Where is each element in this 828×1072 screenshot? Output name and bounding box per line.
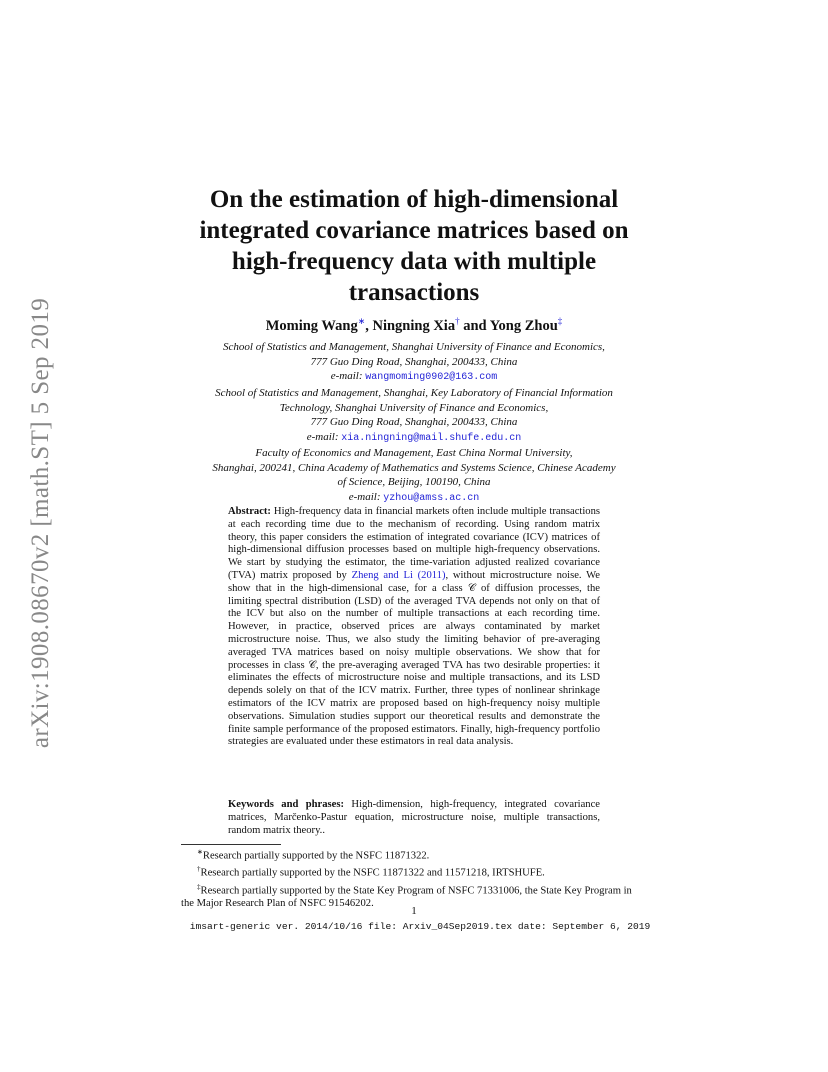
keywords-label: Keywords and phrases:	[228, 799, 345, 810]
email-link[interactable]: wangmoming0902@163.com	[365, 372, 498, 383]
footnote-mark-link[interactable]: ‡	[557, 316, 563, 326]
author-list	[150, 316, 678, 335]
page-number: 1	[411, 905, 417, 917]
author-separator: and	[459, 317, 490, 334]
email-label: e-mail:	[306, 430, 342, 443]
author-name: Ningning Xia	[372, 317, 456, 334]
running-footer: imsart-generic ver. 2014/10/16 file: Arxiv_04Sep2019.tex date: September 6, 2019	[189, 921, 651, 932]
email-link[interactable]: xia.ningning@mail.shufe.edu.cn	[341, 432, 522, 444]
title-line: On the estimation of high-dimensional	[209, 186, 619, 213]
footnote	[181, 846, 647, 863]
affiliation-2	[150, 386, 678, 446]
footnotes	[181, 846, 647, 911]
email-label: e-mail:	[348, 490, 384, 503]
footnote-text: Research partially supported by the NSFC 11871322 and 11571218, IRTSHUFE.	[200, 867, 545, 879]
footnote-mark-link[interactable]: †	[455, 316, 460, 326]
footnote-mark: †	[197, 865, 201, 874]
affiliation-line: Faculty of Economics and Management, East China Normal University,	[255, 447, 573, 459]
title-line: high-frequency data with multiple	[231, 248, 597, 275]
email-link[interactable]: yzhou@amss.ac.cn	[383, 492, 480, 504]
author-name: Moming Wang	[265, 317, 358, 334]
abstract-text: , without microstructure noise. We show that in the high-dimensional case, for a class 𝒞 of diffusion processes, the limiting spectral distribution (LSD) of the averaged TVA depends not only on that of the ICV but also on the number of multiple transactions at each recording time. However, in practice, observed prices are always contaminated by market microstructure noise. Thus, we also study the limiting behavior of pre-averaging averaged TVA matrices based on noisy multiple observations. We show that for processes in class 𝒞, the pre-averaging averaged TVA has two desirable properties: it eliminates the effects of microstructure noise and multiple transactions, and its LSD depends solely on that of the ICV matrix. Further, three types of nonlinear shrinkage estimators of the ICV matrix are proposed based on high-frequency noisy multiple observations. Simulation studies support our theoretical results and demonstrate the finite sample performance of the proposed estimators. Finally, high-frequency portfolio strategies are evaluated under these estimators in real data analysis.	[228, 569, 600, 748]
keywords	[228, 799, 600, 837]
affiliation-line: Shanghai, 200241, China Academy of Mathematics and Systems Science, Chinese Academy	[212, 461, 616, 474]
keywords-text: High-dimension, high-frequency, integrated covariance matrices, Marčenko-Pastur equation, microstructure noise, multiple transactions, random matrix theory..	[228, 799, 600, 836]
affiliation-line: of Science, Beijing, 100190, China	[337, 476, 491, 488]
footnote-mark: ∗	[197, 848, 203, 856]
affiliation-line: School of Statistics and Management, Shanghai University of Finance and Economics,	[223, 341, 605, 353]
title-line: transactions	[348, 279, 480, 306]
footnote-rule	[181, 844, 281, 845]
affiliation-line: School of Statistics and Management, Shanghai, Key Laboratory of Financial Information	[215, 387, 613, 399]
affiliation-3	[150, 446, 678, 506]
abstract-label: Abstract:	[228, 506, 271, 517]
title-line: integrated covariance matrices based on	[199, 217, 629, 244]
footnote-text: Research partially supported by the State Key Program of NSFC 71331006, the State Key Program in the Major Research Plan of NSFC 91546202.	[181, 885, 632, 909]
author-separator: ,	[365, 317, 373, 334]
footnote-text: Research partially supported by the NSFC 11871322.	[202, 850, 430, 862]
author-name: Yong Zhou	[489, 317, 558, 334]
arxiv-identifier	[22, 283, 60, 763]
affiliation-line: Technology, Shanghai University of Finance and Economics,	[279, 401, 549, 414]
abstract-text: High-frequency data in financial markets often include multiple transactions at each recording time due to the mechanism of recording. Using random matrix theory, this paper considers the estimation of integrated covariance (ICV) matrices of high-dimensional diffusion processes based on multiple high-frequency observations. We start by studying the estimator, the time-variation adjusted realized covariance (TVA) matrix proposed by	[228, 506, 600, 581]
abstract	[228, 506, 600, 749]
paper-title	[150, 184, 678, 308]
footnote	[181, 863, 647, 880]
email-label: e-mail:	[330, 370, 366, 382]
citation-link[interactable]: Zheng and Li (2011)	[351, 569, 446, 581]
affiliation-line: 777 Guo Ding Road, Shanghai, 200433, China	[310, 416, 518, 428]
affiliation-line: 777 Guo Ding Road, Shanghai, 200433, China	[310, 355, 518, 368]
affiliation-1	[150, 340, 678, 386]
footnote-mark: ‡	[197, 882, 201, 891]
arxiv-identifier-text: arXiv:1908.08670v2 [math.ST] 5 Sep 2019	[27, 297, 54, 749]
footnote-mark-link[interactable]: ∗	[357, 316, 366, 326]
